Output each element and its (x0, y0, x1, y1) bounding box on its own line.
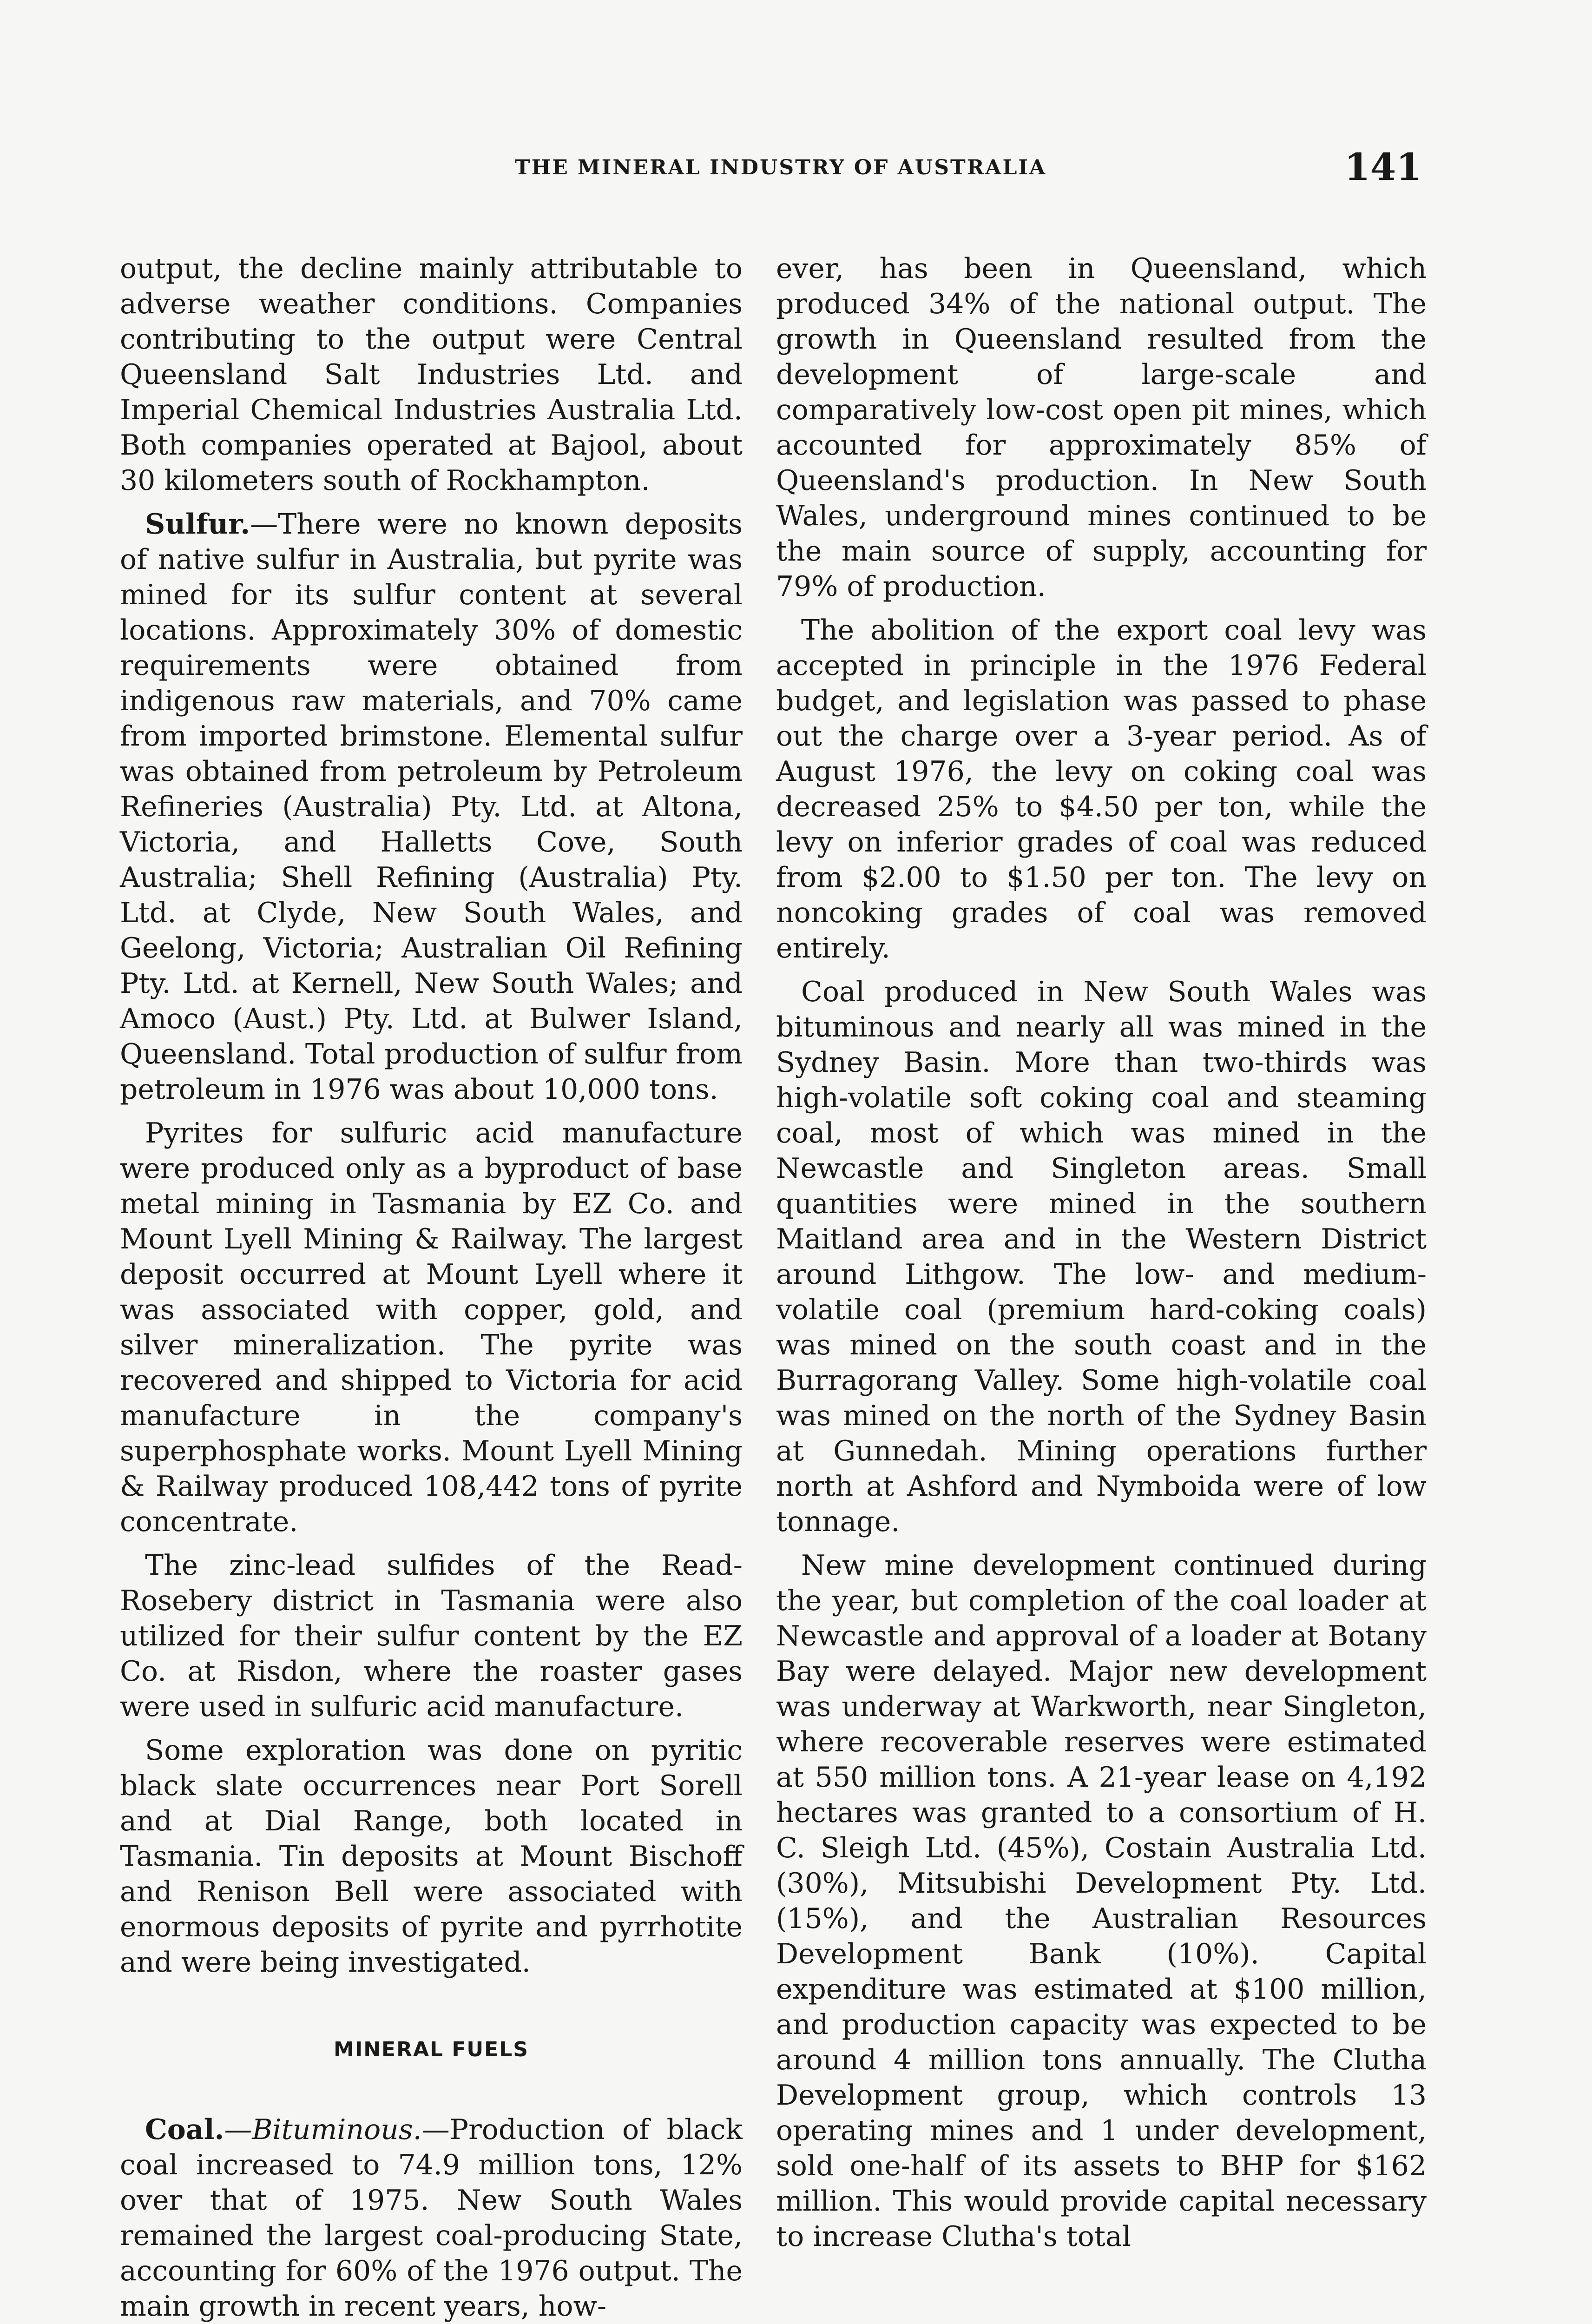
right-column (776, 251, 1427, 2263)
page-number: 141 (1344, 145, 1422, 189)
paragraph-zinc-lead: The zinc-lead sulfides of the Read-Rosebery district in Tasmania were also utilized for their sulfur content by the EZ Co. at Risdon, where the roaster gases were used in sulfuric acid manufacture. (120, 1549, 743, 1723)
coal-run-in-heading: Coal. (145, 2113, 224, 2146)
coal-text: —Production of black coal increased to 74.9 million tons, 12% over that of 1975. New South Wales remained the largest coal-producing State, accounting for 60% of the 1976 output. The main growth in recent years, how- (120, 2113, 743, 2323)
running-title: THE MINERAL INDUSTRY OF AUSTRALIA (514, 156, 1047, 179)
section-heading-mineral-fuels: MINERAL FUELS (334, 2038, 529, 2061)
sulfur-text: —There were no known deposits of native sulfur in Australia, but pyrite was mined for its sulfur content at several locations. Approximately 30% of domestic requirements were obtained from indigenous raw materials, and 70% came from imported brimstone. Elemental sulfur was obtained from petroleum by Petroleum Refineries (Australia) Pty. Ltd. at Altona, Victoria, and Halletts Cove, South Australia; Shell Refining (Australia) Pty. Ltd. at Clyde, New South Wales, and Geelong, Victoria; Australian Oil Refining Pty. Ltd. at Kernell, New South Wales; and Amoco (Aust.) Pty. Ltd. at Bulwer Island, Queensland. Total production of sulfur from petroleum in 1976 was about 10,000 tons. (120, 508, 743, 1106)
left-column (120, 251, 743, 2324)
sulfur-run-in-heading: Sulfur. (145, 508, 250, 541)
paragraph-sulfur (120, 507, 743, 1107)
paragraph-nsw-coal: Coal produced in New South Wales was bituminous and nearly all was mined in the Sydney Basin. More than two-thirds was high-volatile soft coking coal and steaming coal, most of which was mined in the Newcastle and Singleton areas. Small quantities were mined in the southern Maitland area and in the Western District around Lithgow. The low- and medium-volatile coal (premium hard-coking coals) was mined on the south coast and in the Burragorang Valley. Some high-volatile coal was mined on the north of the Sydney Basin at Gunnedah. Mining operations further north at Ashford and Nymboida were of low tonnage. (776, 976, 1427, 1538)
paragraph-pyrites: Pyrites for sulfuric acid manufacture were produced only as a byproduct of base metal mining in Tasmania by EZ Co. and Mount Lyell Mining & Railway. The largest deposit occurred at Mount Lyell where it was associated with copper, gold, and silver mineralization. The pyrite was recovered and shipped to Victoria for acid manufacture in the company's superphosphate works. Mount Lyell Mining & Railway produced 108,442 tons of pyrite concentrate. (120, 1117, 743, 1538)
paragraph-salt-continued: output, the decline mainly attributable to adverse weather conditions. Companies contributing to the output were Central Queensland Salt Industries Ltd. and Imperial Chemical Industries Australia Ltd. Both companies operated at Bajool, about 30 kilometers south of Rockhampton. (120, 252, 743, 497)
paragraph-export-levy: The abolition of the export coal levy was accepted in principle in the 1976 Federal budget, and legislation was passed to phase out the charge over a 3-year period. As of August 1976, the levy on coking coal was decreased 25% to $4.50 per ton, while the levy on inferior grades of coal was reduced from $2.00 to $1.50 per ton. The levy on noncoking grades of coal was removed entirely. (776, 614, 1427, 964)
paragraph-new-mine-development: New mine development continued during the year, but completion of the coal loader at Newcastle and approval of a loader at Botany Bay were delayed. Major new development was underway at Warkworth, near Singleton, where recoverable reserves were estimated at 550 million tons. A 21-year lease on 4,192 hectares was granted to a consortium of H. C. Sleigh Ltd. (45%), Costain Australia Ltd. (30%), Mitsubishi Development Pty. Ltd. (15%), and the Australian Resources Development Bank (10%). Capital expenditure was estimated at $100 million, and production capacity was expected to be around 4 million tons annually. The Clutha Development group, which controls 13 operating mines and 1 under development, sold one-half of its assets to BHP for $162 million. This would provide capital necessary to increase Clutha's total (776, 1549, 1427, 2253)
paragraph-exploration: Some exploration was done on pyritic black slate occurrences near Port Sorell and at Dial Range, both located in Tasmania. Tin deposits at Mount Bischoff and Renison Bell were associated with enormous deposits of pyrite and pyrrhotite and were being investigated. (120, 1734, 743, 1979)
bituminous-run-in-heading: —Bituminous. (224, 2113, 422, 2146)
paragraph-queensland-continued: ever, has been in Queensland, which produced 34% of the national output. The growth in Queensland resulted from the development of large-scale and comparatively low-cost open pit mines, which accounted for approximately 85% of Queensland's production. In New South Wales, underground mines continued to be the main source of supply, accounting for 79% of production. (776, 252, 1427, 603)
paragraph-coal (120, 2112, 743, 2324)
